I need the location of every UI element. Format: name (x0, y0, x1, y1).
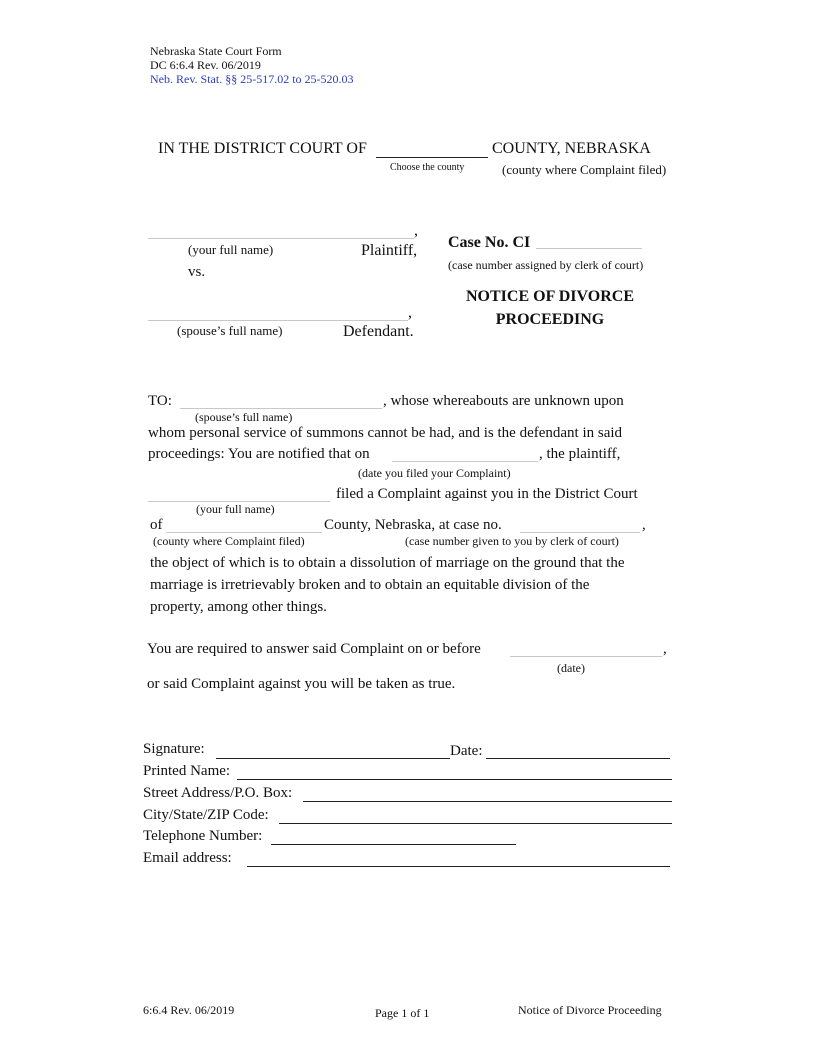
form-name: Nebraska State Court Form (150, 44, 282, 58)
answer-comma: , (663, 641, 667, 657)
printed-name-field[interactable] (237, 765, 672, 780)
signature-label: Signature: (143, 741, 205, 757)
phone-field[interactable] (271, 830, 516, 845)
footer-page-number: Page 1 of 1 (375, 1006, 430, 1020)
filed-text: filed a Complaint against you in the District Court (336, 486, 638, 502)
date-label: Date: (450, 743, 483, 759)
street-label: Street Address/P.O. Box: (143, 785, 293, 801)
case-number-body-field[interactable] (520, 518, 640, 533)
document-title-line2: PROCEEDING (495, 311, 605, 328)
county-hint: (county where Complaint filed) (502, 162, 667, 177)
printed-name-label: Printed Name: (143, 763, 231, 779)
signature-field[interactable] (216, 744, 450, 759)
street-field[interactable] (303, 787, 672, 802)
defendant-comma: , (408, 304, 412, 321)
case-number-field[interactable] (536, 234, 642, 249)
plaintiff-hint: (your full name) (188, 242, 274, 257)
court-suffix: COUNTY, NEBRASKA (492, 140, 651, 157)
date-filed-field[interactable] (392, 447, 538, 462)
date-filed-hint: (date you filed your Complaint) (358, 466, 511, 480)
city-label: City/State/ZIP Code: (143, 807, 269, 823)
answer-date-hint: (date) (557, 661, 585, 675)
document-title-line1: NOTICE OF DIVORCE (466, 288, 634, 305)
defendant-label: Defendant. (343, 323, 414, 340)
your-name-hint: (your full name) (196, 502, 275, 516)
versus-label: vs. (188, 264, 206, 280)
object-line2: marriage is irretrievably broken and to obtain an equitable division of the (150, 577, 590, 593)
county-field-hint: (county where Complaint filed) (153, 534, 305, 548)
object-line3: property, among other things. (150, 599, 327, 615)
phone-label: Telephone Number: (143, 828, 263, 844)
defendant-hint: (spouse’s full name) (177, 323, 283, 338)
object-line1: the object of which is to obtain a dissolution of marriage on the ground that the (150, 555, 625, 571)
statute-link[interactable]: Neb. Rev. Stat. §§ 25-517.02 to 25-520.03 (150, 72, 354, 86)
answer-text: You are required to answer said Complaint on or before (147, 641, 481, 657)
taken-true-text: or said Complaint against you will be taken as true. (147, 676, 456, 692)
case-number-hint: (case number assigned by clerk of court) (448, 258, 644, 272)
whereabouts-text: , whose whereabouts are unknown upon (383, 393, 624, 409)
city-field[interactable] (279, 809, 672, 824)
plaintiff-name-field[interactable] (148, 224, 414, 239)
to-label: TO: (148, 393, 172, 409)
county-field[interactable] (166, 518, 322, 533)
county-select[interactable] (376, 140, 488, 158)
plaintiff-comma: , (414, 222, 418, 239)
footer-form-id: 6:6.4 Rev. 06/2019 (143, 1003, 235, 1017)
form-revision: DC 6:6.4 Rev. 06/2019 (150, 58, 261, 72)
spouse-name-hint: (spouse’s full name) (195, 410, 293, 424)
footer-title: Notice of Divorce Proceeding (518, 1003, 662, 1017)
plaintiff-suffix: , the plaintiff, (539, 446, 621, 462)
county-select-hint: Choose the county (390, 162, 465, 173)
spouse-name-field[interactable] (180, 394, 382, 409)
county-nebraska-text: County, Nebraska, at case no. (324, 517, 502, 533)
email-field[interactable] (247, 852, 670, 867)
date-field[interactable] (486, 744, 670, 759)
your-name-field[interactable] (148, 487, 330, 502)
of-label: of (150, 517, 163, 533)
defendant-name-field[interactable] (148, 306, 408, 321)
email-label: Email address: (143, 850, 232, 866)
case-number-body-hint: (case number given to you by clerk of court) (405, 534, 619, 548)
court-prefix: IN THE DISTRICT COURT OF (158, 140, 367, 157)
case-number-comma: , (642, 517, 646, 533)
plaintiff-label: Plaintiff, (361, 242, 418, 259)
body-line2: whom personal service of summons cannot be had, and is the defendant in said (148, 425, 623, 441)
case-number-label: Case No. CI (448, 234, 531, 251)
answer-date-field[interactable] (510, 642, 662, 657)
notified-text: proceedings: You are notified that on (148, 446, 370, 462)
